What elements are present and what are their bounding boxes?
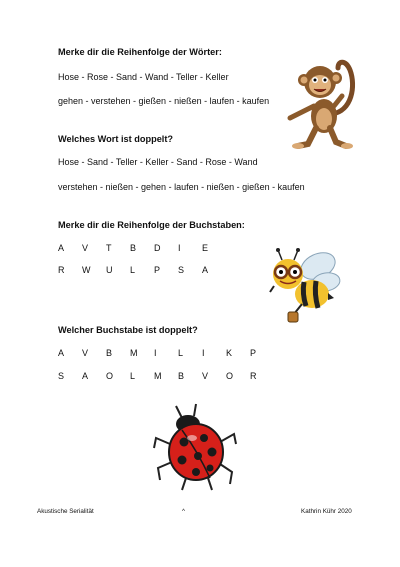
- letter: E: [202, 243, 209, 253]
- letter: B: [130, 243, 137, 253]
- letter: O: [226, 371, 234, 381]
- monkey-illustration: [284, 56, 364, 151]
- letter: S: [58, 371, 65, 381]
- letter: A: [82, 371, 89, 381]
- letter: S: [178, 265, 185, 275]
- heading-duplicate-letter: Welcher Buchstabe ist doppelt?: [58, 325, 198, 335]
- heading-duplicate-word: Welches Wort ist doppelt?: [58, 134, 174, 144]
- letter: B: [178, 371, 185, 381]
- heading-letter-order: Merke dir die Reihenfolge der Buchstaben:: [58, 220, 245, 230]
- letter: T: [106, 243, 112, 253]
- letter: U: [106, 265, 113, 275]
- letter: A: [58, 348, 65, 358]
- letter: K: [226, 348, 233, 358]
- footer-left: Akustische Serialität: [37, 508, 94, 515]
- bee-illustration: [266, 248, 344, 328]
- letter: L: [130, 371, 136, 381]
- letter: M: [130, 348, 138, 358]
- letter: L: [130, 265, 136, 275]
- letter: M: [154, 371, 162, 381]
- word-sequence-2: gehen - verstehen - gießen - nießen - laufen - kaufen: [58, 96, 270, 106]
- footer-right: Kathrin Kühr 2020: [301, 508, 352, 515]
- word-sequence-4: verstehen - nießen - gehen - laufen - nießen - gießen - kaufen: [58, 182, 305, 192]
- letter: I: [202, 348, 205, 358]
- letter: V: [82, 243, 89, 253]
- letter: D: [154, 243, 161, 253]
- letter: A: [58, 243, 65, 253]
- word-sequence-3: Hose - Sand - Teller - Keller - Sand - Rose - Wand: [58, 157, 258, 167]
- letter: P: [250, 348, 257, 358]
- word-sequence-1: Hose - Rose - Sand - Wand - Teller - Keller: [58, 72, 229, 82]
- letter: R: [58, 265, 65, 275]
- letter: W: [82, 265, 91, 275]
- letter: I: [178, 243, 181, 253]
- heading-word-order: Merke dir die Reihenfolge der Wörter:: [58, 47, 222, 57]
- letter: B: [106, 348, 113, 358]
- ladybug-illustration: [152, 404, 238, 494]
- letter: L: [178, 348, 184, 358]
- letter: R: [250, 371, 257, 381]
- letter: A: [202, 265, 209, 275]
- letter: V: [82, 348, 89, 358]
- letter: O: [106, 371, 114, 381]
- letter: P: [154, 265, 161, 275]
- footer-center: ^: [182, 508, 185, 515]
- letter: V: [202, 371, 209, 381]
- letter: I: [154, 348, 157, 358]
